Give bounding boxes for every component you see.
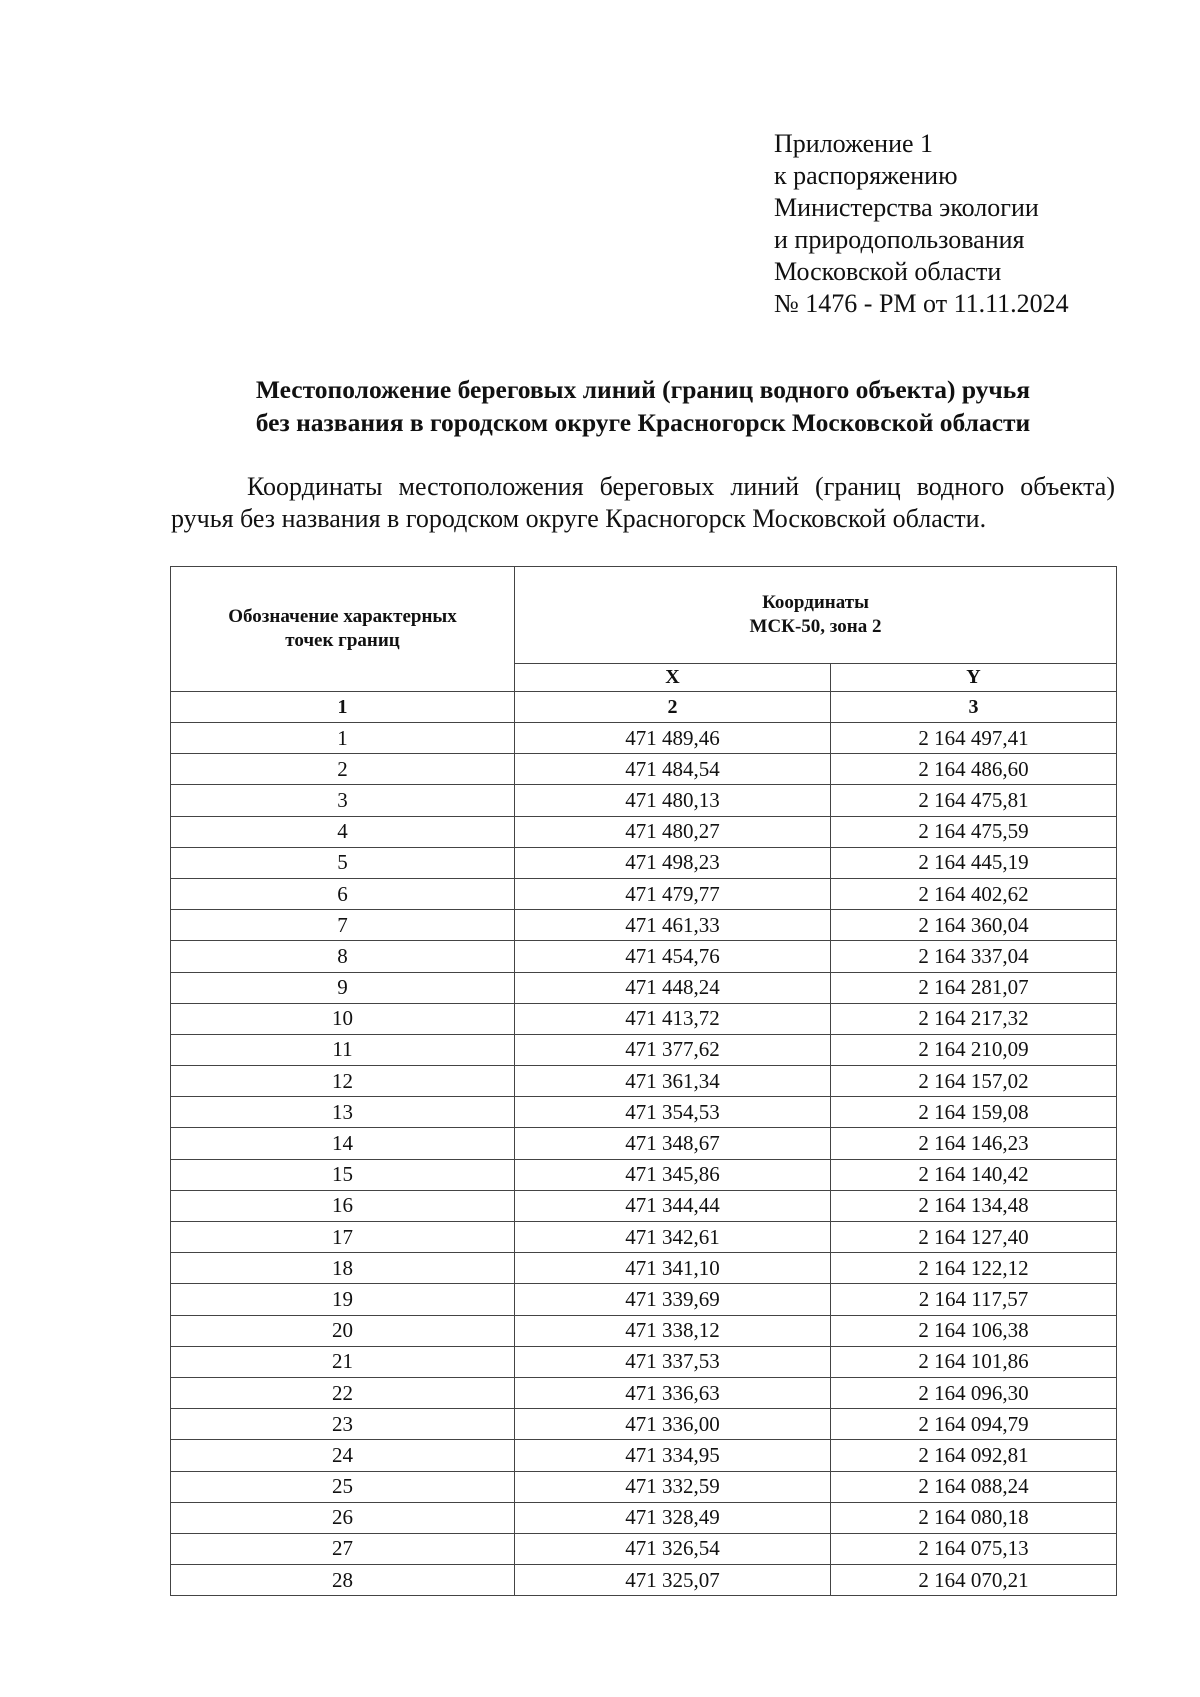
title-line-1: Местоположение береговых линий (границ водного объекта) ручья	[255, 375, 1031, 404]
table-row	[171, 941, 1117, 972]
point-number-cell: 8	[171, 941, 515, 972]
table-row	[171, 1097, 1117, 1128]
x-coordinate-cell: 471 325,07	[515, 1565, 831, 1596]
table-row	[171, 1190, 1117, 1221]
y-header: Y	[831, 664, 1117, 692]
x-coordinate-cell: 471 338,12	[515, 1315, 831, 1346]
table-row	[171, 1346, 1117, 1377]
column-number: 3	[831, 692, 1117, 723]
x-coordinate-cell: 471 334,95	[515, 1440, 831, 1471]
table-row	[171, 816, 1117, 847]
point-number-cell: 6	[171, 878, 515, 909]
table-row	[171, 972, 1117, 1003]
y-coordinate-cell: 2 164 122,12	[831, 1253, 1117, 1284]
designation-header-line-2: точек границ	[285, 630, 400, 651]
table-row	[171, 1565, 1117, 1596]
y-coordinate-cell: 2 164 281,07	[831, 972, 1117, 1003]
y-coordinate-cell: 2 164 094,79	[831, 1409, 1117, 1440]
point-number-cell: 9	[171, 972, 515, 1003]
x-coordinate-cell: 471 354,53	[515, 1097, 831, 1128]
y-coordinate-cell: 2 164 445,19	[831, 847, 1117, 878]
appendix-line: к распоряжению	[774, 161, 958, 190]
y-coordinate-cell: 2 164 157,02	[831, 1066, 1117, 1097]
point-number-cell: 18	[171, 1253, 515, 1284]
y-coordinate-cell: 2 164 117,57	[831, 1284, 1117, 1315]
table-row	[171, 1533, 1117, 1564]
x-coordinate-cell: 471 361,34	[515, 1066, 831, 1097]
table-row	[171, 1377, 1117, 1408]
table-row	[171, 1066, 1117, 1097]
x-coordinate-cell: 471 448,24	[515, 972, 831, 1003]
table-row	[171, 1502, 1117, 1533]
point-number-cell: 10	[171, 1003, 515, 1034]
table-row	[171, 723, 1117, 754]
x-coordinate-cell: 471 484,54	[515, 754, 831, 785]
point-number-cell: 13	[171, 1097, 515, 1128]
table-row	[171, 1159, 1117, 1190]
point-number-cell: 12	[171, 1066, 515, 1097]
x-coordinate-cell: 471 454,76	[515, 941, 831, 972]
table-row	[171, 1471, 1117, 1502]
x-coordinate-cell: 471 413,72	[515, 1003, 831, 1034]
x-coordinate-cell: 471 326,54	[515, 1533, 831, 1564]
y-coordinate-cell: 2 164 080,18	[831, 1502, 1117, 1533]
x-coordinate-cell: 471 480,13	[515, 785, 831, 816]
coordinates-header-line-1: Координаты	[762, 592, 869, 613]
y-coordinate-cell: 2 164 134,48	[831, 1190, 1117, 1221]
y-coordinate-cell: 2 164 101,86	[831, 1346, 1117, 1377]
x-coordinate-cell: 471 328,49	[515, 1502, 831, 1533]
x-coordinate-cell: 471 348,67	[515, 1128, 831, 1159]
y-coordinate-cell: 2 164 092,81	[831, 1440, 1117, 1471]
x-coordinate-cell: 471 479,77	[515, 878, 831, 909]
coordinates-table	[170, 566, 1117, 1596]
point-number-cell: 7	[171, 910, 515, 941]
table-row	[171, 1409, 1117, 1440]
x-coordinate-cell: 471 377,62	[515, 1034, 831, 1065]
point-number-cell: 26	[171, 1502, 515, 1533]
y-coordinate-cell: 2 164 088,24	[831, 1471, 1117, 1502]
table-row	[171, 1253, 1117, 1284]
x-coordinate-cell: 471 345,86	[515, 1159, 831, 1190]
point-number-cell: 21	[171, 1346, 515, 1377]
y-coordinate-cell: 2 164 402,62	[831, 878, 1117, 909]
x-coordinate-cell: 471 342,61	[515, 1222, 831, 1253]
appendix-line: № 1476 - РМ от 11.11.2024	[774, 289, 1069, 318]
y-coordinate-cell: 2 164 217,32	[831, 1003, 1117, 1034]
table-row	[171, 878, 1117, 909]
x-coordinate-cell: 471 480,27	[515, 816, 831, 847]
table-row	[171, 1128, 1117, 1159]
y-coordinate-cell: 2 164 210,09	[831, 1034, 1117, 1065]
y-coordinate-cell: 2 164 075,13	[831, 1533, 1117, 1564]
point-number-cell: 16	[171, 1190, 515, 1221]
x-coordinate-cell: 471 336,63	[515, 1377, 831, 1408]
x-coordinate-cell: 471 344,44	[515, 1190, 831, 1221]
table-row	[171, 1222, 1117, 1253]
y-coordinate-cell: 2 164 159,08	[831, 1097, 1117, 1128]
point-number-cell: 20	[171, 1315, 515, 1346]
y-coordinate-cell: 2 164 475,81	[831, 785, 1117, 816]
x-coordinate-cell: 471 336,00	[515, 1409, 831, 1440]
point-number-cell: 24	[171, 1440, 515, 1471]
point-number-cell: 2	[171, 754, 515, 785]
table-row	[171, 1315, 1117, 1346]
y-coordinate-cell: 2 164 070,21	[831, 1565, 1117, 1596]
appendix-line: и природопользования	[774, 225, 1025, 254]
point-number-cell: 5	[171, 847, 515, 878]
point-number-cell: 19	[171, 1284, 515, 1315]
point-number-cell: 14	[171, 1128, 515, 1159]
point-number-cell: 4	[171, 816, 515, 847]
table-column-numbers-row	[171, 692, 1117, 723]
y-coordinate-cell: 2 164 106,38	[831, 1315, 1117, 1346]
column-number: 1	[171, 692, 515, 723]
y-coordinate-cell: 2 164 140,42	[831, 1159, 1117, 1190]
column-number: 2	[515, 692, 831, 723]
y-coordinate-cell: 2 164 337,04	[831, 941, 1117, 972]
point-number-cell: 25	[171, 1471, 515, 1502]
y-coordinate-cell: 2 164 127,40	[831, 1222, 1117, 1253]
point-number-cell: 17	[171, 1222, 515, 1253]
table-row	[171, 1034, 1117, 1065]
x-coordinate-cell: 471 498,23	[515, 847, 831, 878]
designation-header-line-1: Обозначение характерных	[228, 606, 457, 627]
table-row	[171, 754, 1117, 785]
table-row	[171, 785, 1117, 816]
y-coordinate-cell: 2 164 360,04	[831, 910, 1117, 941]
x-coordinate-cell: 471 341,10	[515, 1253, 831, 1284]
table-row	[171, 1003, 1117, 1034]
appendix-line: Московской области	[774, 257, 1002, 286]
y-coordinate-cell: 2 164 096,30	[831, 1377, 1117, 1408]
point-number-cell: 1	[171, 723, 515, 754]
appendix-line: Министерства экологии	[774, 193, 1039, 222]
x-coordinate-cell: 471 461,33	[515, 910, 831, 941]
coordinates-header-line-2: МСК-50, зона 2	[749, 616, 882, 637]
table-header-row	[171, 567, 1117, 664]
point-number-cell: 22	[171, 1377, 515, 1408]
point-number-cell: 11	[171, 1034, 515, 1065]
coordinates-header	[515, 567, 1117, 664]
document-title	[170, 373, 1116, 439]
point-number-cell: 3	[171, 785, 515, 816]
designation-header	[171, 567, 515, 692]
y-coordinate-cell: 2 164 475,59	[831, 816, 1117, 847]
x-header: X	[515, 664, 831, 692]
point-number-cell: 28	[171, 1565, 515, 1596]
table-body	[171, 723, 1117, 1596]
table-row	[171, 1440, 1117, 1471]
table-row	[171, 847, 1117, 878]
table-row	[171, 910, 1117, 941]
appendix-block	[774, 128, 1069, 320]
y-coordinate-cell: 2 164 497,41	[831, 723, 1117, 754]
x-coordinate-cell: 471 337,53	[515, 1346, 831, 1377]
point-number-cell: 27	[171, 1533, 515, 1564]
y-coordinate-cell: 2 164 486,60	[831, 754, 1117, 785]
title-line-2: без названия в городском округе Красногорск Московской области	[255, 408, 1031, 437]
appendix-line: Приложение 1	[774, 129, 934, 158]
table-row	[171, 1284, 1117, 1315]
x-coordinate-cell: 471 489,46	[515, 723, 831, 754]
y-coordinate-cell: 2 164 146,23	[831, 1128, 1117, 1159]
x-coordinate-cell: 471 332,59	[515, 1471, 831, 1502]
point-number-cell: 15	[171, 1159, 515, 1190]
point-number-cell: 23	[171, 1409, 515, 1440]
intro-paragraph: Координаты местоположения береговых линий (границ водного объекта) ручья без названия в городском округе Красногорск Московской области.	[171, 472, 1115, 533]
x-coordinate-cell: 471 339,69	[515, 1284, 831, 1315]
